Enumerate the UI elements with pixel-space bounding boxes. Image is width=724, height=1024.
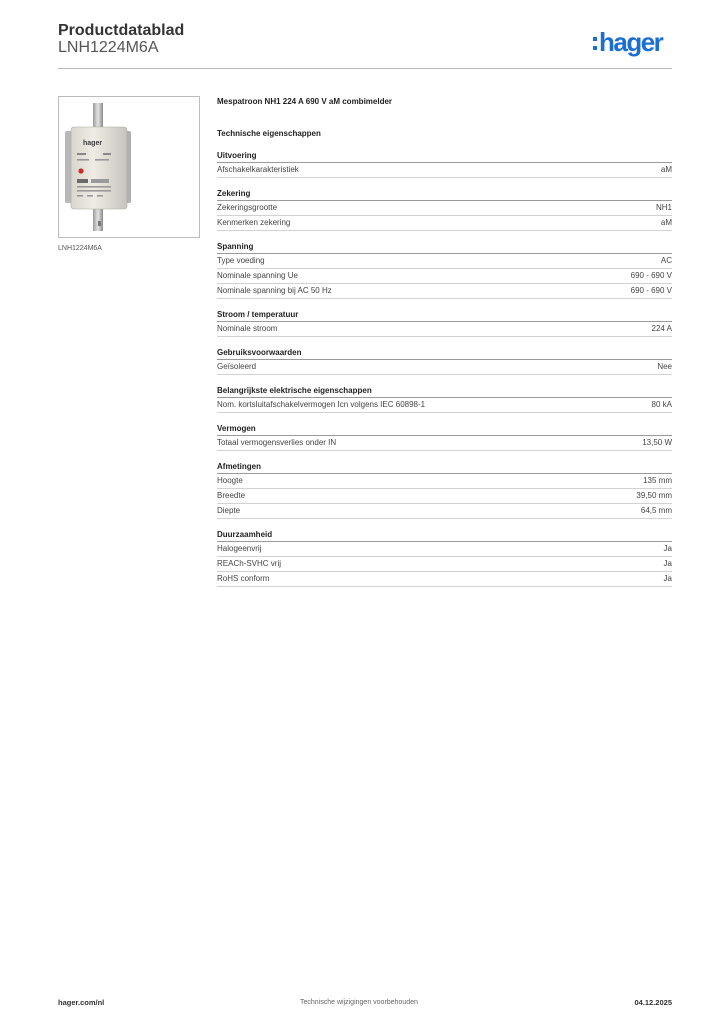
spec-row (217, 557, 672, 572)
spec-section (217, 461, 672, 519)
hager-logo (593, 28, 662, 56)
spec-value: aM (660, 218, 672, 227)
spec-value: Nee (657, 362, 672, 371)
spec-key: Hoogte (217, 476, 243, 485)
spec-sections (217, 150, 672, 587)
spec-value: 224 A (651, 324, 672, 333)
product-code: LNH1224M6A (58, 39, 159, 56)
header-divider (58, 68, 672, 69)
spec-key: Zekeringsgrootte (217, 203, 278, 212)
spec-value: aM (660, 165, 672, 174)
spec-key: Afschakelkarakteristiek (217, 165, 299, 174)
spec-value: AC (660, 256, 672, 265)
spec-section (217, 150, 672, 178)
spec-key: REACh-SVHC vrij (217, 559, 282, 568)
spec-row (217, 542, 672, 557)
spec-key: Nominale spanning Ue (217, 271, 298, 280)
tech-properties-title: Technische eigenschappen (217, 129, 321, 138)
spec-section (217, 241, 672, 299)
spec-section (217, 385, 672, 413)
spec-key: Totaal vermogensverlies onder IN (217, 438, 337, 447)
spec-row (217, 572, 672, 587)
spec-key: Geïsoleerd (217, 362, 257, 371)
spec-value: 13,50 W (642, 438, 672, 447)
spec-row (217, 163, 672, 178)
spec-row (217, 360, 672, 375)
spec-key: Diepte (217, 506, 241, 515)
spec-value: 135 mm (643, 476, 672, 485)
spec-section (217, 423, 672, 451)
page-title: Productdatablad (58, 22, 185, 39)
spec-key: RoHS conform (217, 574, 270, 583)
spec-row (217, 201, 672, 216)
spec-section (217, 309, 672, 337)
spec-key: Nominale stroom (217, 324, 278, 333)
image-caption: LNH1224M6A (58, 245, 102, 252)
spec-value: Ja (663, 559, 672, 568)
logo-text: hager (599, 27, 663, 57)
spec-key: Halogeenvrij (217, 544, 262, 553)
section-heading: Afmetingen (217, 461, 672, 474)
spec-value: Ja (663, 544, 672, 553)
spec-value: Ja (663, 574, 672, 583)
logo-dots-icon (593, 37, 597, 50)
spec-row (217, 489, 672, 504)
fuse-illustration-icon (59, 97, 199, 237)
section-heading: Vermogen (217, 423, 672, 436)
footer-disclaimer: Technische wijzigingen voorbehouden (300, 999, 418, 1006)
spec-row (217, 398, 672, 413)
footer-date: 04.12.2025 (634, 998, 672, 1007)
spec-row (217, 322, 672, 337)
spec-row (217, 254, 672, 269)
product-image (58, 96, 200, 238)
spec-value: 80 kA (651, 400, 672, 409)
section-heading: Zekering (217, 188, 672, 201)
spec-row (217, 284, 672, 299)
spec-key: Nom. kortsluitafschakelvermogen Icn volgens IEC 60898-1 (217, 400, 426, 409)
spec-row (217, 216, 672, 231)
section-heading: Uitvoering (217, 150, 672, 163)
spec-row (217, 436, 672, 451)
spec-section (217, 529, 672, 587)
spec-value: 690 - 690 V (630, 286, 672, 295)
spec-row (217, 474, 672, 489)
section-heading: Stroom / temperatuur (217, 309, 672, 322)
spec-value: 39,50 mm (636, 491, 672, 500)
spec-key: Type voeding (217, 256, 265, 265)
spec-value: NH1 (655, 203, 672, 212)
spec-value: 64,5 mm (640, 506, 672, 515)
spec-value: 690 - 690 V (630, 271, 672, 280)
section-heading: Gebruiksvoorwaarden (217, 347, 672, 360)
section-heading: Spanning (217, 241, 672, 254)
footer-website: hager.com/nl (58, 998, 105, 1007)
spec-row (217, 504, 672, 519)
section-heading: Duurzaamheid (217, 529, 672, 542)
spec-key: Kenmerken zekering (217, 218, 291, 227)
svg-text:hager: hager (83, 140, 103, 147)
spec-key: Nominale spanning bij AC 50 Hz (217, 286, 332, 295)
spec-key: Breedte (217, 491, 246, 500)
section-heading: Belangrijkste elektrische eigenschappen (217, 385, 672, 398)
spec-content (217, 95, 672, 587)
spec-row (217, 269, 672, 284)
product-title: Mespatroon NH1 224 A 690 V aM combimelder (217, 97, 393, 106)
spec-section (217, 188, 672, 231)
spec-section (217, 347, 672, 375)
